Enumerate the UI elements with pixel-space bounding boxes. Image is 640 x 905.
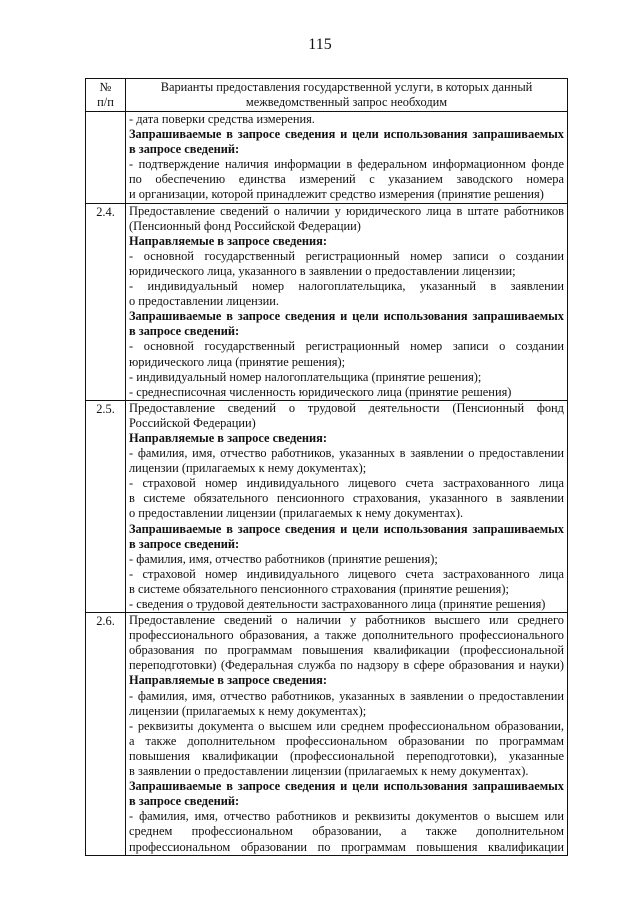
table-header-row — [86, 79, 568, 112]
text-line: Предоставление сведений о наличии у юридического лица в штате работников — [129, 203, 564, 218]
section-heading-line: в запросе сведений: — [129, 324, 240, 339]
text-line: в заявлении о предоставлении лицензии (прилагаемых к нему документах). — [129, 764, 529, 779]
section-heading-line: Запрашиваемые в запросе сведения и цели использования запрашиваемых — [129, 127, 564, 142]
text-line: Российской Федерации) — [129, 415, 256, 430]
text-line: - фамилия, имя, отчество работников (принятие решения); — [129, 551, 438, 566]
text-line: - индивидуальный номер налогоплательщика, указанный в заявлении — [129, 279, 564, 294]
text-line: (Пенсионный фонд Российской Федерации) — [129, 218, 361, 233]
text-line: о предоставлении лицензии. — [129, 294, 280, 309]
header-title-line: Варианты предоставления государственной услуги, в которых данный — [160, 80, 533, 94]
page-number: 115 — [308, 36, 332, 53]
header-number-line: № — [99, 80, 112, 94]
text-line: лицензии (прилагаемых к нему документах); — [129, 461, 367, 476]
header-number-cell — [86, 79, 126, 112]
text-line: в системе обязательного пенсионного страхования, указанного в заявлении — [129, 491, 564, 506]
row-number-cell: 2.6. — [86, 613, 126, 856]
requests-table — [85, 78, 568, 856]
text-line: - основной государственный регистрационный номер записи о создании — [129, 248, 564, 263]
section-heading-line: в запросе сведений: — [129, 536, 240, 551]
text-line: в системе обязательного пенсионного страхования (принятие решения); — [129, 581, 509, 596]
table-row — [86, 613, 568, 856]
text-line: переподготовки) (Федеральная служба по надзору в сфере образования и науки) — [129, 658, 564, 673]
text-line: профессионального образования, а также дополнительного профессионального — [129, 628, 564, 643]
row-content-cell — [126, 613, 568, 856]
section-heading-line: Запрашиваемые в запросе сведения и цели использования запрашиваемых — [129, 309, 564, 324]
text-line: - индивидуальный номер налогоплательщика (принятие решения); — [129, 369, 482, 384]
text-line: - среднесписочная численность юридического лица (принятие решения) — [129, 384, 512, 399]
text-line: - сведения о трудовой деятельности застрахованного лица (принятие решения) — [129, 597, 546, 611]
text-line: - подтверждение наличия информации в федеральном информационном фонде — [129, 157, 564, 172]
table-row — [86, 400, 568, 612]
text-line: лицензии (прилагаемых к нему документах); — [129, 703, 367, 718]
table-row — [86, 112, 568, 204]
text-line: - дата поверки средства измерения. — [129, 112, 315, 126]
text-line: Предоставление сведений о трудовой деятельности (Пенсионный фонд — [129, 400, 564, 415]
text-line: - страховой номер индивидуального лицевого счета застрахованного лица — [129, 476, 564, 491]
text-line: образования по программам повышения квалификации (профессиональной — [129, 643, 564, 658]
row-number-cell — [86, 112, 126, 204]
text-line: юридического лица, указанного в заявлении о предоставлении лицензии; — [129, 263, 516, 278]
text-line: - основной государственный регистрационный номер записи о создании — [129, 339, 564, 354]
table-row — [86, 203, 568, 400]
section-heading-line: Запрашиваемые в запросе сведения и цели использования запрашиваемых — [129, 521, 564, 536]
text-line: повышения квалификации (профессиональной переподготовки), указанные — [129, 748, 564, 763]
section-heading-line: в запросе сведений: — [129, 142, 240, 157]
text-line: - страховой номер индивидуального лицевого счета застрахованного лица — [129, 566, 564, 581]
header-number-line: п/п — [97, 95, 114, 109]
row-number-cell: 2.5. — [86, 400, 126, 612]
section-heading-line: Направляемые в запросе сведения: — [129, 233, 327, 248]
section-heading-line: Направляемые в запросе сведения: — [129, 430, 327, 445]
row-number-cell: 2.4. — [86, 203, 126, 400]
row-content-cell — [126, 112, 568, 204]
text-line: - фамилия, имя, отчество работников, указанных в заявлении о предоставлении — [129, 446, 564, 461]
text-line: профессиональном образовании по программам повышения квалификации — [129, 839, 564, 854]
text-line: по обеспечению единства измерений с указанием заводского номера — [129, 172, 564, 187]
section-heading-line: в запросе сведений: — [129, 794, 240, 809]
text-line: и организации, которой принадлежит средство измерения (принятие решения) — [129, 187, 544, 202]
text-line: - фамилия, имя, отчество работников, указанных в заявлении о предоставлении — [129, 688, 564, 703]
text-line: среднем профессиональном образовании, а также дополнительном — [129, 824, 564, 839]
row-content-cell — [126, 203, 568, 400]
text-line: о предоставлении лицензии (прилагаемых к нему документах). — [129, 506, 464, 521]
text-line: юридического лица (принятие решения); — [129, 354, 346, 369]
section-heading-line: Направляемые в запросе сведения: — [129, 673, 327, 688]
header-title-cell — [126, 79, 568, 112]
section-heading-line: Запрашиваемые в запросе сведения и цели использования запрашиваемых — [129, 779, 564, 794]
text-line: Предоставление сведений о наличии у работников высшего или среднего — [129, 613, 564, 628]
row-content-cell — [126, 400, 568, 612]
text-line: а также дополнительном профессиональном образовании по программам — [129, 733, 564, 748]
text-line: - реквизиты документа о высшем или среднем профессиональном образовании, — [129, 718, 564, 733]
header-title-line: межведомственный запрос необходим — [245, 95, 448, 109]
text-line: - фамилия, имя, отчество работников и реквизиты документов о высшем или — [129, 809, 564, 824]
